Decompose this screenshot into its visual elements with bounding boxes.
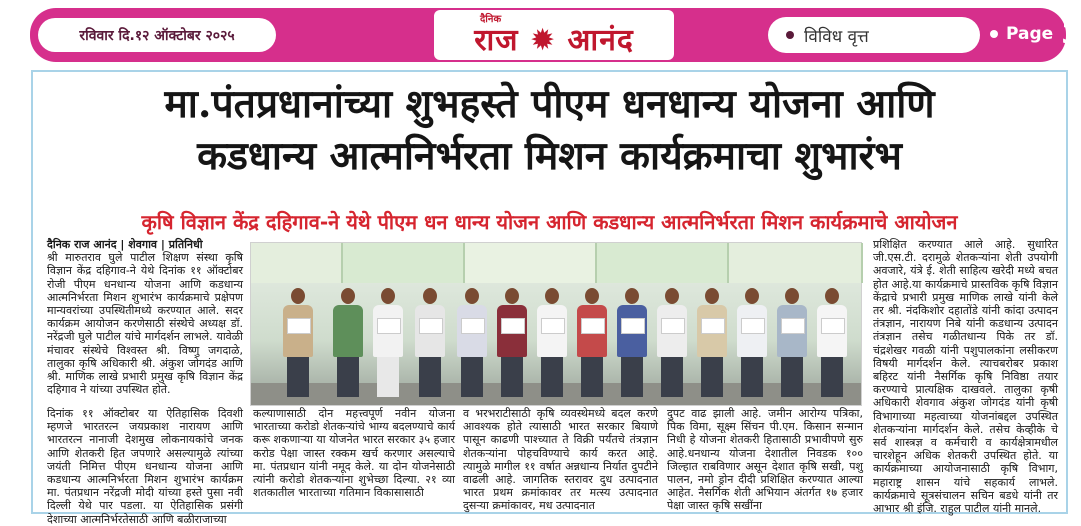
photo-person [657, 288, 687, 397]
photo-person [497, 288, 527, 397]
photo-person [817, 288, 847, 397]
bullet-icon [786, 31, 794, 39]
masthead-bar [30, 8, 1081, 62]
photo-person [283, 288, 313, 397]
logo-tagline: दैनिक [480, 14, 502, 25]
article-column-2: कल्याणासाठी दोन महत्त्वपूर्ण नवीन योजना भारताच्या करोडो शेतकऱ्यांचे भाग्य बदलण्याचे कार्य करू शकणाऱ्या या योजनेत भारत सरकार ३५ हजार करोड पेक्षा जास्त रक्कम खर्च करणार असल्याचे मा. पंतप्रधान यांनी नमूद केले. या दोन योजनेसाठी त्यांनी करोडो शेतकऱ्यांना शुभेच्छा दिल्या. २१ व्या शतकातील भारताच्या गतिमान विकासासाठी [253, 407, 455, 500]
article-headline [33, 78, 1066, 182]
logo-title: राज ✹ आनंद [474, 23, 634, 58]
article-column-1-continued: दिनांक ११ ऑक्टोबर या ऐतिहासिक दिवशी म्हणजे भारतरत्न जयप्रकाश नारायण आणि भारतरत्न नानाजी देशमुख लोकनायकांचे जनक आणि शेतकरी हित जपणारे असल्यामुळे त्यांच्या जयंती निमित्त पीएम धनधान्य योजना आणि कडधान्य आत्मनिर्भरता मिशन शुभारंभ कार्यक्रम मा. पंतप्रधान नरेंद्रजी मोदी यांच्या हस्ते पुसा नवी दिल्ली येथे पार पडला. या ऐतिहासिक प्रसंगी देशाच्या आत्मनिर्भरतेसाठी आणि बळीराजाच्या [47, 407, 243, 526]
photo-person [697, 288, 727, 397]
headline-line-2: कडधान्य आत्मनिर्भरता मिशन कार्यक्रमाचा शुभारंभ [197, 133, 902, 179]
article-byline: दैनिक राज आनंद | शेवगाव | प्रतिनिधी [47, 238, 203, 251]
photo-person [333, 288, 363, 397]
page-number: 3 [1061, 17, 1081, 50]
photo-person [415, 288, 445, 397]
page-label-text: Page [1006, 23, 1054, 44]
photo-banner [465, 243, 597, 283]
section-label [768, 17, 980, 53]
photo-banner [251, 243, 343, 283]
photo-person [777, 288, 807, 397]
column-1-text: श्री मारुतराव घुले पाटील शिक्षण संस्था कृषि विज्ञान केंद्र दहिगाव-ने येथे दिनांक ११ ऑक्टोबर रोजी पीएम धनधान्य योजना आणि कडधान्य आत्मनिर्भरता मिशन शुभारंभ कार्यक्रमाचे प्रक्षेपण मान्यवरांच्या उपस्थितीमध्ये करण्यात आले. सदर कार्यक्रम आयोजन करणेसाठी संस्थेचे अध्यक्ष डॉ. नरेंद्रजी घुले पाटील यांचे मार्गदर्शन लाभले. यावेळी मंचावर संस्थेचे विश्वस्त श्री. विष्णु जगदाळे, तालुका कृषि अधिकारी श्री. अंकुश जोगदंड आणि श्री. माणिक लाखे प्रभारी प्रमुख कृषि विज्ञान केंद्र दहिगाव ने यांच्या उपस्थित होते. [47, 251, 243, 397]
article-subheadline: कृषि विज्ञान केंद्र दहिगाव-ने येथे पीएम धन धान्य योजन आणि कडधान्य आत्मनिर्भरता मिशन कार्यक्रमाचे आयोजन [141, 210, 958, 234]
photo-person [577, 288, 607, 397]
event-photo [250, 242, 862, 406]
article-column-1 [47, 238, 243, 408]
photo-banner [597, 243, 729, 283]
issue-date: रविवार दि.१२ ऑक्टोबर २०२५ [38, 18, 276, 52]
photo-person [617, 288, 647, 397]
article-column-3: व भरभराटीसाठी कृषि व्यवस्थेमध्ये बदल करणे आवश्यक होते त्यासाठी भारत सरकार बियाणे पासून काढणी पाश्च्यात ते विक्री पर्यंतचे तंत्रज्ञान शेतकऱ्यांना पोहचविण्याचे कार्य करत आहे. त्यामुळे मागील ११ वर्षात अन्नधान्य निर्यात दुपटीने वाढली आहे. जागतिक स्तरावर दुध उत्पादनात भारत प्रथम क्रमांकावर तर मत्स्य उत्पादनात दुसऱ्या क्रमांकावर, मध उत्पादनात [463, 407, 658, 513]
photo-person [373, 288, 403, 397]
photo-person [457, 288, 487, 397]
photo-person [537, 288, 567, 397]
article-column-5: प्रशिक्षित करण्यात आले आहे. सुधारित जी.एस.टी. दरामुळे शेतकऱ्यांना शेती उपयोगी अवजारे, यंत्रे ई. शेती साहित्य खरेदी मध्ये बचत होत आहे.या कार्यक्रमाचे प्रास्तविक कृषि विज्ञान केंद्राचे प्रभारी प्रमुख माणिक लाखे यांनी केले तर श्री. नंदकिशोर दहातोंडे यांनी कांदा उत्पादन तंत्रज्ञान, नारायण निबे यांनी कडधान्य उत्पादन तंत्रज्ञान तसेच गळीतधान्य पिके तर डॉ. चंद्रशेखर गवळी यांनी पशुपालकांना लसीकरण विषयी मार्गदर्शन केले. त्याचबरोबर प्रकाश बहिरट यांनी नैसर्गिक कृषि निविष्ठा तयार करण्याचे प्रात्यक्षिक दाखवले. तालुका कृषी अधिकारी शेवगाव अंकुश जोगदंड यांनी कृषी विभागाच्या महत्वाच्या योजनांबद्दल उपस्थित शेतकऱ्यांना मार्गदर्शन केले. तसेच केव्हीके चे सर्व शास्त्रज्ञ व कर्मचारी व कार्यक्षेत्रामधील चारशेहून अधिक शेतकरी उपस्थित होते. या कार्यक्रमाच्या आयोजनासाठी कृषि विभाग, महाराष्ट्र शासन यांचे सहकार्य लाभले. कार्यक्रमाचे सूत्रसंचालन सचिन बडधे यांनी तर आभार श्री इंजि. राहुल पाटील यांनी मानले. [873, 238, 1058, 516]
page-indicator [990, 17, 1081, 50]
photo-banner [729, 243, 863, 283]
newspaper-logo [434, 10, 674, 60]
article-column-4: दुपट वाढ झाली आहे. जमीन आरोग्य पत्रिका, पिक विमा, सूक्ष्म सिंचन पी.एम. किसान सन्मान निधी हे योजना शेतकरी हितासाठी प्रभावीपणे सुरु आहे.धनधान्य योजना देशातील निवडक १०० जिल्हात राबविणार असून देशात कृषि सखी, पशु पालन, नमो ड्रोन दीदी प्रशिक्षित करण्यात आल्या आहेत. नैसर्गिक शेती अभियान अंतर्गत १७ हजार पेक्षा जास्त कृषि सखींना [667, 407, 863, 513]
page-bullet-icon [990, 30, 998, 38]
section-name: विविध वृत्त [804, 26, 869, 47]
headline-line-1: मा.पंतप्रधानांच्या शुभहस्ते पीएम धनधान्य योजना आणि [164, 81, 935, 127]
photo-person [737, 288, 767, 397]
article-frame [31, 70, 1068, 526]
photo-banner [343, 243, 465, 283]
